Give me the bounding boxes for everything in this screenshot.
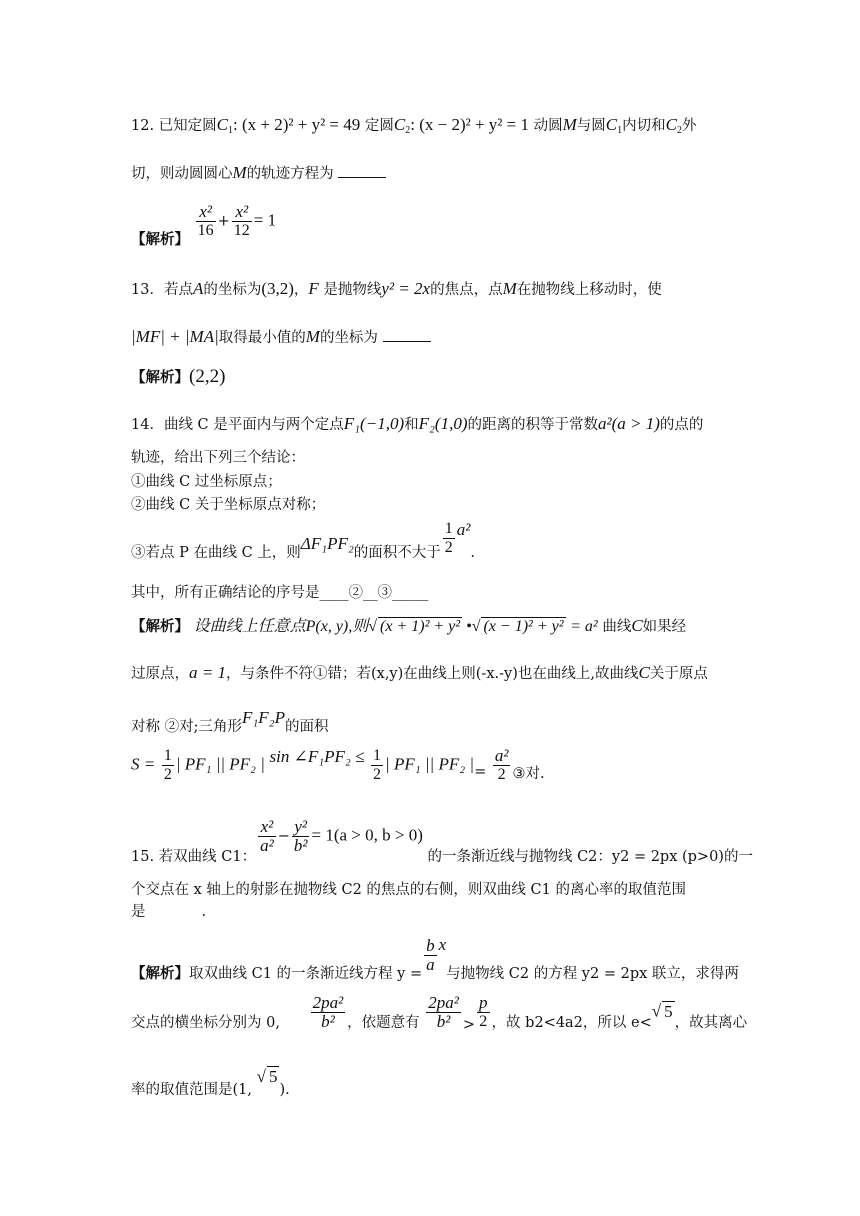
q12-analysis: 【解析】 $\frac{\text{x²}}{16}$ + $\frac{\text{x²}}{12}$ = 1	[131, 202, 277, 248]
q14-claim3	[131, 519, 475, 561]
q15-text: 交点的横坐标分别为 0,	[131, 1014, 280, 1031]
q14-text: 的面积	[284, 719, 329, 735]
q15-line3	[131, 900, 206, 921]
q13-analysis	[131, 366, 225, 388]
q14-analysis1: 【解析】 设曲线上任意点P(x, y),则√ (x + 1)² + y² •√ (x − 1)² + y² = a² 曲线C如果经	[131, 616, 687, 635]
q14-text: 轨迹，给出下列三个结论：	[131, 450, 305, 466]
frac-den: a²	[260, 836, 274, 855]
frac-den: b²	[311, 1012, 346, 1031]
formula-s: S =	[131, 754, 156, 774]
frac-den: 2	[163, 766, 172, 783]
frac-num: 1	[163, 747, 172, 764]
q14-text: 的距离的积等于常数	[467, 417, 598, 433]
q15-analysis2: 交点的横坐标分别为 0, $\frac{\text{2pa²}}{\text{b²}}$ ，依题意有 $\frac{\text{2pa²}}{\text{b²}}$ > $\frac{p}{2}$ ，故 b2<4a2，所以 e<√ 5，故其离心	[131, 993, 748, 1033]
q14-handwritten: 设曲线上任意点P(x, y),则	[193, 618, 369, 635]
q14-analysis2	[131, 662, 708, 683]
q14-dot: •	[462, 618, 472, 635]
q14-root1: (x + 1)² + y²	[380, 618, 461, 635]
q14-area-formula	[131, 747, 545, 784]
q14-text: 对称 ②对;三角形	[131, 719, 242, 735]
frac-num: y²	[294, 817, 307, 836]
q13-text: ，	[293, 282, 309, 298]
frac-num: a²	[494, 746, 509, 765]
q14-text: 的点的	[659, 417, 704, 433]
q12-var-m: M	[562, 115, 577, 134]
q12-var-m: M	[232, 163, 247, 182]
q12-text: 动圆	[533, 118, 563, 134]
frac-den: b²	[426, 1012, 461, 1031]
q14-text: 过原点，	[131, 666, 189, 682]
q15-text: ，依题意有	[347, 1014, 420, 1031]
q14-triangle2: F₁F₂P	[242, 708, 285, 727]
answer-blank	[383, 329, 431, 342]
q13-text: 的坐标为	[319, 330, 378, 346]
q15-gt: >	[462, 1016, 476, 1033]
q15-line1: 15. 若双曲线 C1： $\frac{\text{x²}}{\text{a²}}$ − $\frac{\text{y²}}{\text{b²}}$ = 1(a > 0, b > 0) 的一条渐近线与抛物线 C2：y2 = 2px (p>0)的一	[131, 817, 753, 865]
q15-text: ，故其离心	[674, 1014, 748, 1031]
q15-text: ，故 b2<4a2，所以 e<	[491, 1014, 652, 1031]
frac-den: 2	[444, 539, 453, 556]
q12-c1-equation: : (x + 2)² + y² = 49	[233, 115, 361, 134]
frac-num: 1	[444, 520, 453, 537]
frac-num: 1	[373, 747, 382, 764]
q15-analysis1	[131, 929, 739, 982]
q14-text: 的面积不大于	[353, 544, 441, 561]
q14-f2: F₂(1,0)	[418, 414, 468, 433]
analysis-label: 【解析】	[131, 618, 189, 635]
q15-sqrt5: 5	[268, 1067, 278, 1086]
frac-den: 2	[493, 765, 511, 784]
q14-text: ②曲线 C 关于坐标原点对称；	[131, 497, 326, 513]
q14-constant: a²(a > 1)	[597, 414, 660, 433]
q14-var-c: C	[638, 663, 650, 682]
q15-text: .	[201, 904, 207, 920]
q15-line2	[131, 878, 686, 899]
q12-text: 外	[681, 118, 697, 134]
q12-prefix: 12. 已知定圆	[131, 118, 217, 134]
q14-text: ③若点 P 在曲线 C 上，则	[131, 544, 301, 561]
q14-text: 如果经	[642, 619, 687, 635]
q13-text: 在抛物线上移动时，使	[516, 282, 662, 298]
q14-a2: a²	[456, 519, 471, 539]
q13-expression: |MF| + |MA|	[131, 327, 219, 346]
formula-sin: sin ∠F₁PF₂ ≤	[269, 746, 365, 766]
q13-var-m: M	[305, 327, 320, 346]
answer-rhs: = 1	[253, 210, 277, 230]
q14-text: 关于原点	[649, 666, 708, 682]
q14-line1	[131, 413, 703, 434]
q12-text: 内切和	[622, 118, 666, 134]
q14-text: ①曲线 C 过坐标原点；	[131, 474, 282, 490]
answer-blank	[338, 165, 386, 178]
q12-text: 定圆	[364, 118, 394, 134]
q14-line2	[131, 446, 305, 467]
frac-den: 16	[197, 222, 214, 239]
frac-den: 2	[373, 766, 382, 783]
q13-parabola: y² = 2x	[381, 279, 431, 298]
q15-sqrt5: 5	[664, 1001, 673, 1021]
q13-text: 取得最小值的	[218, 330, 306, 346]
q13-text: 的焦点，点	[430, 282, 503, 298]
q14-triangle: ΔF₁PF₂	[300, 533, 354, 553]
q15-hyperbola-rhs: = 1(a > 0, b > 0)	[311, 825, 423, 845]
frac-num: x²	[260, 817, 274, 836]
q14-text: ③对.	[512, 765, 545, 782]
q12-line1: 12. 已知定圆$C_1$: (x + 2)² + y² = 49 定圆$C_2$: (x − 2)² + y² = 1 动圆M与圆$C_1$内切和$C_2$外	[131, 115, 697, 136]
q13-var-m: M	[502, 279, 517, 298]
frac-den: 12	[233, 222, 250, 239]
q13-line2	[131, 326, 431, 347]
q12-text: 的轨迹方程为	[246, 166, 334, 182]
q13-var-f: F	[308, 279, 319, 298]
q14-var-c: C	[631, 616, 643, 635]
q15-text: 的一条渐近线与抛物线 C2：y2 = 2px (p>0)的一	[427, 848, 753, 865]
formula-eq: =	[474, 763, 487, 780]
q15-x: x	[438, 934, 447, 954]
frac-num: x²	[199, 202, 212, 221]
q14-claim1	[131, 470, 282, 491]
q14-equals: = a²	[570, 618, 598, 635]
q13-text: 13．若点	[131, 282, 193, 298]
q15-text: 个交点在 x 轴上的射影在抛物线 C2 的焦点的右侧，则双曲线 C1 的离心率的取值范围	[131, 882, 686, 898]
q14-f1: F₁(−1,0)	[343, 414, 405, 433]
q14-text: ，与条件不符①错；若(x,y)在曲线上则(-x.-y)也在曲线上,故曲线	[225, 666, 639, 682]
q15-text: 是	[131, 904, 146, 920]
q14-analysis3	[131, 707, 329, 735]
analysis-label: 【解析】	[131, 964, 189, 982]
frac-num: 2pa²	[428, 993, 459, 1012]
q15-text: 取双曲线 C1 的一条渐近线方程 y =	[189, 965, 423, 982]
q14-which	[131, 581, 428, 602]
q15-analysis3: 率的取值范围是(1, √ 5).	[131, 1067, 290, 1098]
frac-num: x²	[235, 202, 249, 221]
q13-answer: (2,2)	[189, 366, 226, 387]
q13-text: 是抛物线	[323, 282, 382, 298]
q13-var-a: A	[192, 279, 204, 298]
q15-text: 率的取值范围是(1,	[131, 1082, 252, 1098]
q15-text: ).	[279, 1082, 290, 1098]
frac-num: 2pa²	[312, 993, 344, 1012]
analysis-label: 【解析】	[131, 230, 189, 248]
frac-den: a	[426, 955, 435, 974]
q14-text: .	[470, 544, 475, 561]
q14-claim2	[131, 493, 325, 514]
frac-den: b²	[293, 836, 308, 855]
q14-text: 曲线	[602, 619, 632, 635]
frac-den: 2	[477, 1012, 490, 1031]
q15-text: 与抛物线 C2 的方程 y2 = 2px 联立，求得两	[446, 965, 739, 982]
formula-part: | PF₁ || PF₂ |	[385, 754, 475, 774]
q14-root2: (x − 1)² + y²	[483, 618, 564, 635]
q12-text: 与圆	[576, 118, 606, 134]
q14-text: 14．曲线 C 是平面内与两个定点	[131, 417, 344, 433]
q14-text: 和	[404, 417, 419, 433]
q14-text: 其中，所有正确结论的序号是____②__③_____	[131, 585, 429, 601]
frac-num: b	[426, 936, 435, 955]
q12-text: 切，则动圆圆心	[131, 166, 233, 182]
q14-a-equals: a = 1	[189, 663, 226, 682]
q13-coord: (3,2)	[261, 279, 294, 298]
frac-num: p	[479, 993, 488, 1012]
q13-text: 的坐标为	[203, 282, 262, 298]
q12-c2-equation: : (x − 2)² + y² = 1	[410, 115, 529, 134]
analysis-label: 【解析】	[131, 369, 189, 386]
formula-part: | PF₁ || PF₂ |	[175, 754, 265, 774]
q12-line2	[131, 162, 386, 183]
q15-text: 15. 若双曲线 C1：	[131, 848, 257, 865]
q13-line1	[131, 278, 662, 299]
